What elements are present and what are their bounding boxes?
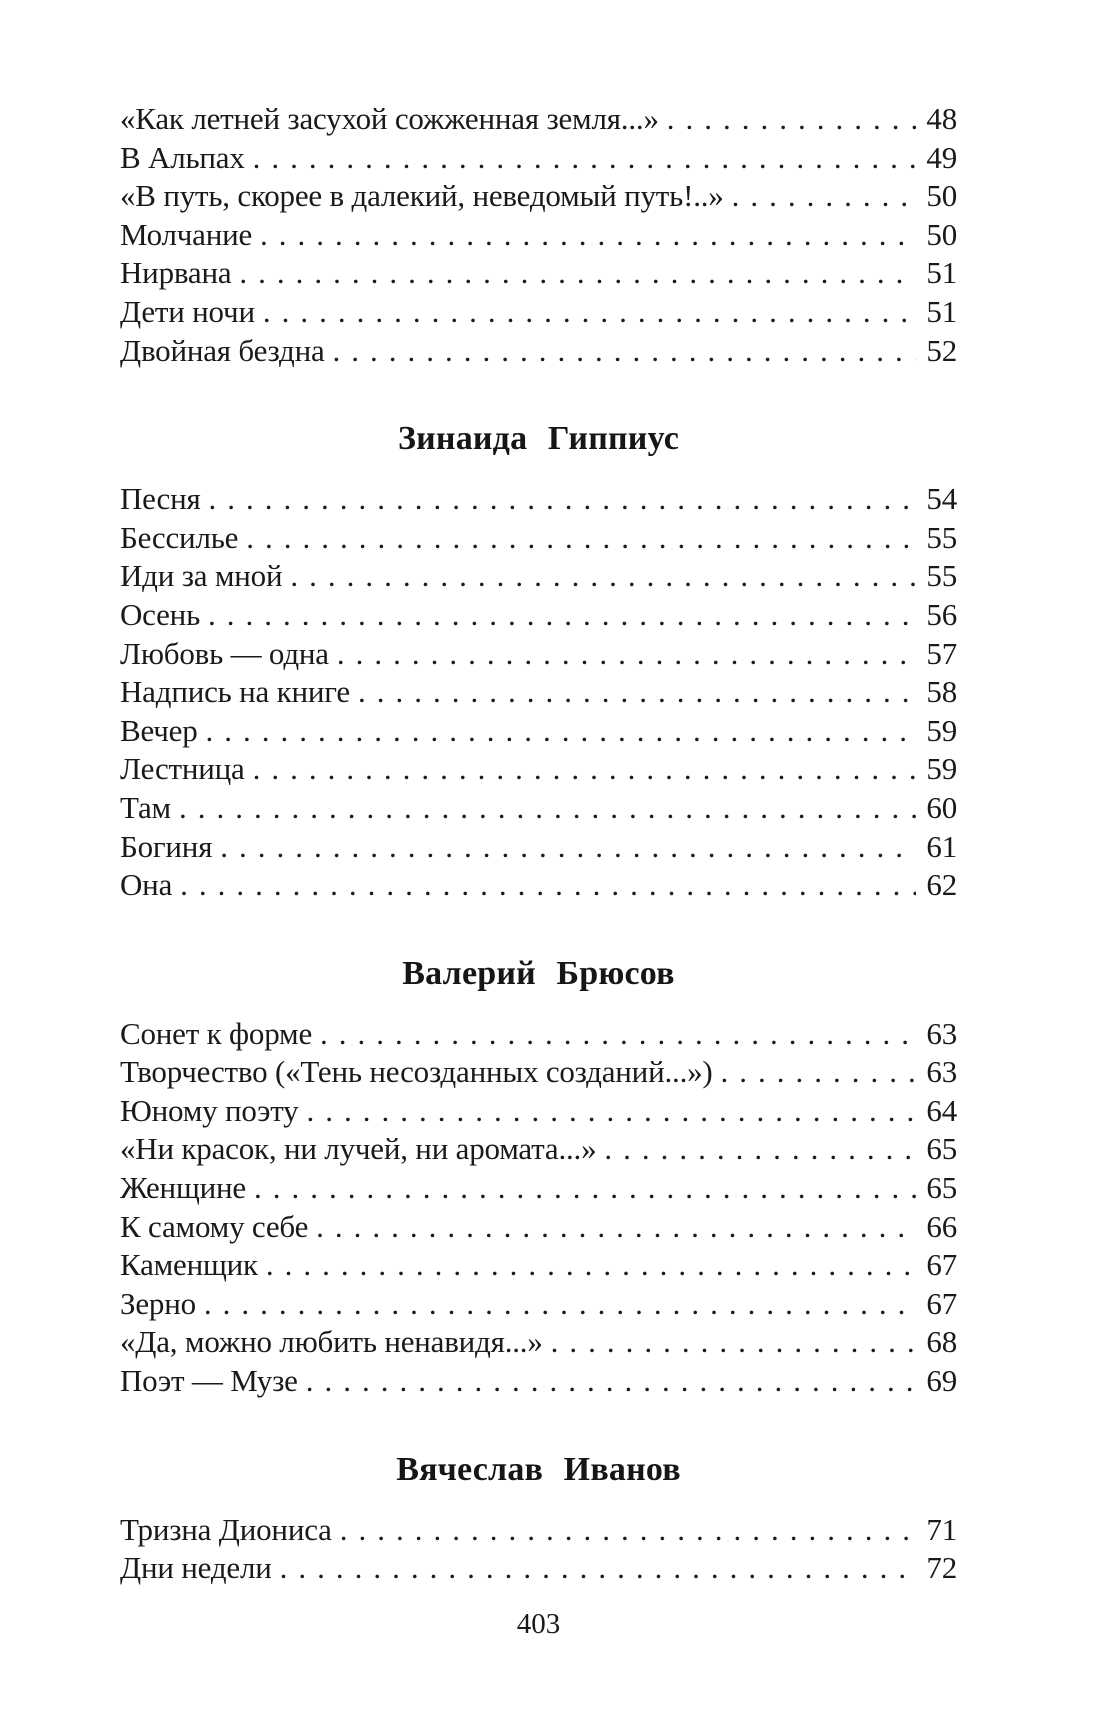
toc-entry-row: [120, 828, 957, 867]
entry-page-number: 59: [926, 751, 957, 787]
toc-entry-row: [120, 1323, 957, 1362]
dot-leader: [180, 866, 916, 905]
section-heading: Вячеслав Иванов: [396, 1450, 681, 1488]
toc-entry-row: [120, 789, 957, 828]
toc-entry-row: [120, 1169, 957, 1208]
entry-page-number: 58: [926, 674, 957, 710]
toc-section: [120, 953, 957, 1401]
toc-entry-row: [120, 1285, 957, 1324]
toc-entry-row: [120, 712, 957, 751]
entry-title: Молчание: [120, 216, 253, 252]
toc-entry-row: [120, 216, 957, 255]
entry-page-number: 68: [926, 1324, 957, 1360]
dot-leader: [290, 557, 916, 596]
dot-leader: [320, 1015, 916, 1054]
dot-leader: [246, 519, 916, 558]
entry-page-number: 66: [926, 1208, 957, 1244]
toc-entry-row: [120, 1246, 957, 1285]
entry-page-number: 50: [926, 178, 957, 214]
entry-page-number: 56: [926, 596, 957, 632]
dot-leader: [306, 1092, 916, 1131]
section-heading: Зинаида Гиппиус: [397, 420, 680, 458]
toc-entry-row: [120, 866, 957, 905]
entry-title: Осень: [120, 596, 201, 632]
entry-title: Песня: [120, 481, 201, 517]
dot-leader: [551, 1323, 917, 1362]
toc-section: [120, 1449, 957, 1588]
entry-title: В Альпах: [120, 139, 245, 175]
entry-page-number: 51: [926, 293, 957, 329]
section-entries: [120, 480, 957, 905]
toc-section: [120, 418, 957, 905]
toc-entry-row: [120, 1015, 957, 1054]
entry-page-number: 65: [926, 1131, 957, 1167]
entry-title: «В путь, скорее в далекий, неведомый путь!..»: [120, 178, 724, 214]
toc-entry-row: [120, 177, 957, 216]
toc-entry-row: [120, 293, 957, 332]
entry-title: Творчество («Тень несозданных созданий...»): [120, 1054, 713, 1090]
dot-leader: [208, 596, 916, 635]
entry-title: Дети ночи: [120, 293, 255, 329]
dot-leader: [337, 635, 917, 674]
dot-leader: [209, 480, 917, 519]
entry-page-number: 72: [926, 1550, 957, 1586]
entry-title: Сонет к форме: [120, 1015, 313, 1051]
toc-entry-row: [120, 1511, 957, 1550]
dot-leader: [204, 1285, 917, 1324]
dot-leader: [239, 254, 916, 293]
toc-entry-row: [120, 1130, 957, 1169]
toc-entry-row: [120, 332, 957, 371]
entry-page-number: 60: [926, 789, 957, 825]
entry-page-number: 50: [926, 216, 957, 252]
toc-entry-row: [120, 635, 957, 674]
dot-leader: [253, 139, 917, 178]
entry-page-number: 48: [926, 101, 957, 136]
page-number: 403: [516, 1607, 561, 1640]
entry-title: К самому себе: [120, 1208, 309, 1244]
dot-leader: [220, 828, 916, 867]
dot-leader: [179, 789, 916, 828]
entry-page-number: 62: [926, 867, 957, 903]
toc-entry-row: [120, 100, 957, 139]
toc-entry-row: [120, 557, 957, 596]
entry-page-number: 67: [926, 1285, 957, 1321]
entry-title: Богиня: [120, 828, 213, 864]
section-entries: [120, 100, 957, 370]
entry-title: Двойная бездна: [120, 332, 325, 368]
entry-title: Поэт — Музе: [120, 1363, 298, 1399]
dot-leader: [206, 712, 917, 751]
entry-page-number: 64: [926, 1092, 957, 1128]
toc-section: [120, 100, 957, 370]
entry-title: Юному поэту: [120, 1092, 299, 1128]
page-footer: [120, 1606, 957, 1642]
entry-page-number: 63: [926, 1054, 957, 1090]
entry-title: Любовь — одна: [120, 635, 329, 671]
toc-entry-row: [120, 750, 957, 789]
entry-page-number: 63: [926, 1015, 957, 1051]
entry-title: Тризна Диониса: [120, 1511, 332, 1547]
toc-entry-row: [120, 1362, 957, 1401]
entry-title: «Ни красок, ни лучей, ни аромата...»: [120, 1131, 597, 1167]
toc-entry-row: [120, 254, 957, 293]
dot-leader: [316, 1208, 916, 1247]
entry-page-number: 49: [926, 139, 957, 175]
section-heading: Валерий Брюсов: [402, 954, 675, 992]
entry-title: «Да, можно любить ненавидя...»: [120, 1324, 543, 1360]
dot-leader: [306, 1362, 917, 1401]
entry-title: «Как летней засухой сожженная земля...»: [120, 101, 659, 136]
entry-title: Лестница: [120, 751, 245, 787]
entry-title: Она: [120, 867, 173, 903]
dot-leader: [340, 1511, 917, 1550]
entry-page-number: 57: [926, 635, 957, 671]
toc-entry-row: [120, 1053, 957, 1092]
dot-leader: [333, 332, 917, 371]
entry-title: Зерно: [120, 1285, 196, 1321]
entry-page-number: 69: [926, 1363, 957, 1399]
entry-title: Там: [120, 789, 171, 825]
dot-leader: [667, 100, 917, 139]
entry-page-number: 71: [926, 1511, 957, 1547]
entry-title: Нирвана: [120, 255, 232, 291]
entry-page-number: 59: [926, 712, 957, 748]
dot-leader: [280, 1549, 917, 1588]
dot-leader: [260, 216, 916, 255]
toc-entry-row: [120, 1092, 957, 1131]
section-entries: [120, 1015, 957, 1401]
toc-entry-row: [120, 519, 957, 558]
dot-leader: [358, 673, 916, 712]
toc-entry-row: [120, 596, 957, 635]
dot-leader: [604, 1130, 916, 1169]
dot-leader: [266, 1246, 916, 1285]
toc-entry-row: [120, 1549, 957, 1588]
dot-leader: [721, 1053, 917, 1092]
dot-leader: [253, 750, 917, 789]
entry-title: Вечер: [120, 712, 198, 748]
entry-page-number: 55: [926, 558, 957, 594]
entry-title: Женщине: [120, 1170, 246, 1206]
toc-entry-row: [120, 480, 957, 519]
section-entries: [120, 1511, 957, 1588]
toc-entry-row: [120, 139, 957, 178]
toc-entry-row: [120, 673, 957, 712]
entry-title: Дни недели: [120, 1550, 272, 1586]
dot-leader: [263, 293, 917, 332]
toc-entry-row: [120, 1208, 957, 1247]
entry-page-number: 61: [926, 828, 957, 864]
entry-title: Иди за мной: [120, 558, 283, 594]
entry-page-number: 52: [926, 332, 957, 368]
dot-leader: [732, 177, 917, 216]
entry-title: Надпись на книге: [120, 674, 350, 710]
toc-sections: [120, 100, 957, 1588]
entry-title: Бессилье: [120, 519, 239, 555]
entry-title: Каменщик: [120, 1247, 258, 1283]
entry-page-number: 51: [926, 255, 957, 291]
entry-page-number: 54: [926, 481, 957, 517]
entry-page-number: 55: [926, 519, 957, 555]
dot-leader: [254, 1169, 916, 1208]
entry-page-number: 67: [926, 1247, 957, 1283]
entry-page-number: 65: [926, 1170, 957, 1206]
